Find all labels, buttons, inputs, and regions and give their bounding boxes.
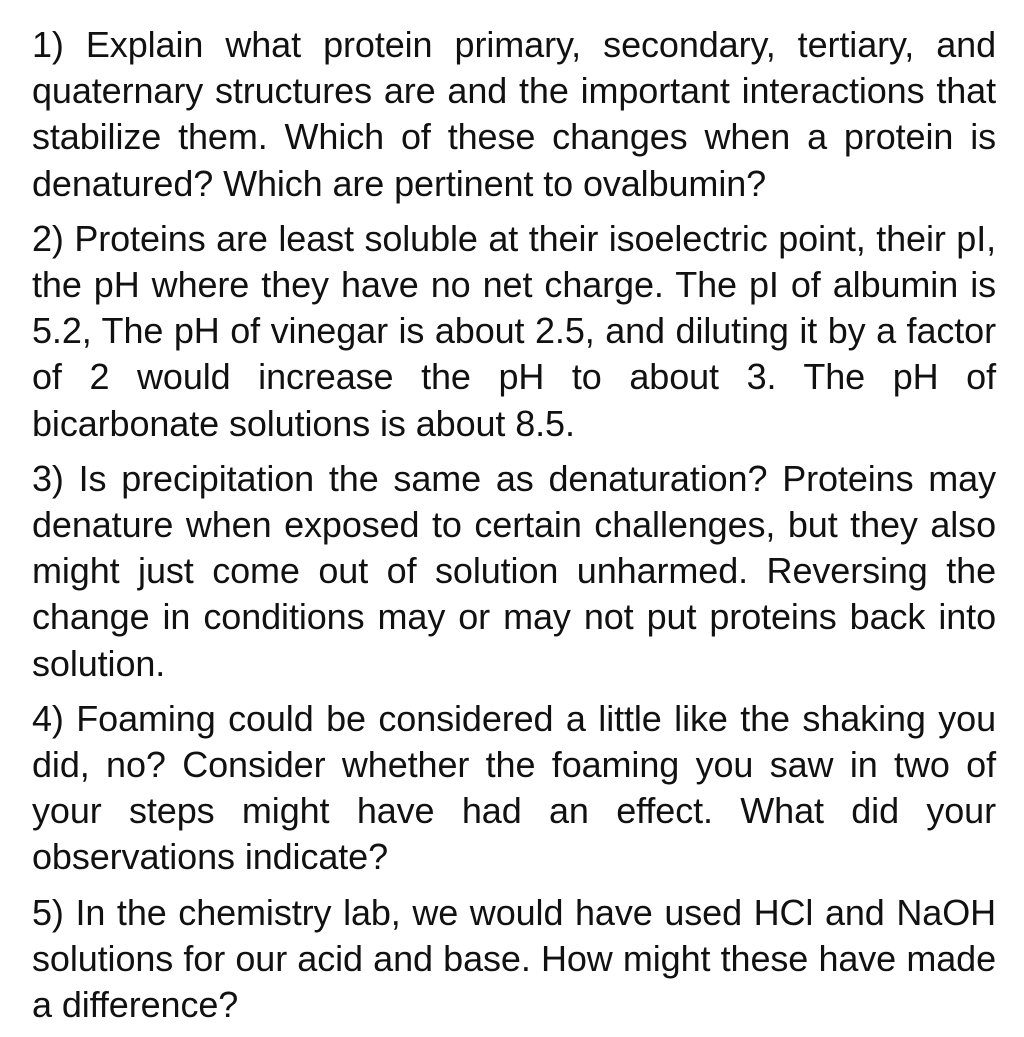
question-2: 2) Proteins are least soluble at their isoelectric point, their pI, the pH where they have no net charge. The pI of albumin is 5.2, The pH of vinegar is about 2.5, and diluting it by a factor of 2 would increase the pH to about 3. The pH of bicarbonate solutions is about 8.5. — [32, 217, 996, 444]
question-1: 1) Explain what protein primary, secondary, tertiary, and quaternary structures are and the important interactions that stabilize them. Which of these changes when a protein is denatured? Which are pertinent to ovalbumin? — [32, 24, 996, 204]
question-4: 4) Foaming could be considered a little like the shaking you did, no? Consider whether the foaming you saw in two of your steps might have had an effect. What did your observations indicate? — [32, 697, 996, 878]
question-5: 5) In the chemistry lab, we would have used HCl and NaOH solutions for our acid and base. How might these have made a difference? — [32, 891, 996, 1026]
document-body — [32, 22, 996, 1037]
question-3: 3) Is precipitation the same as denaturation? Proteins may denature when exposed to certain challenges, but they also might just come out of solution unharmed. Reversing the change in conditions may or may not put proteins back into solution. — [32, 457, 996, 684]
